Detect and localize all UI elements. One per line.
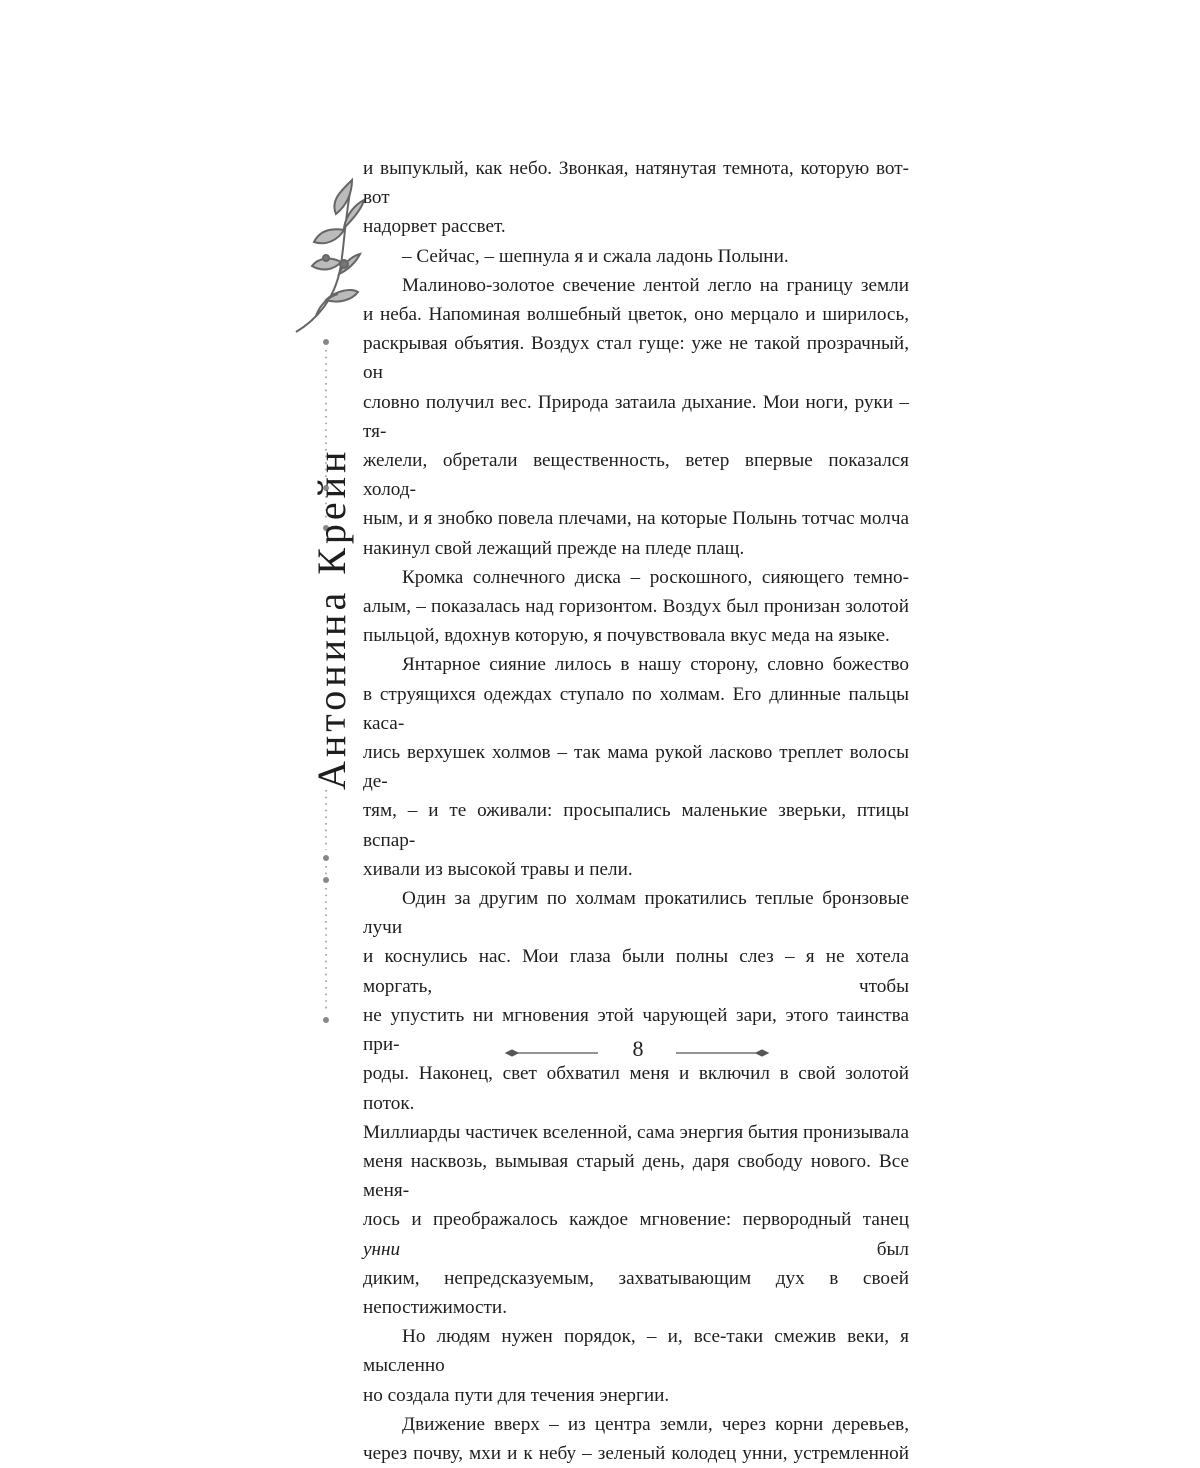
- paragraph: Малиново-золотое свечение лентой легло на границу земли и неба. Напоминая волшебный цветок, оно мерцало и ширилось, раскрывая объятия. Воздух стал гуще: уже не такой прозрачный, он словно получил вес. Природа затаила дыхание. Мои ноги, руки – тя- желели, обретали вещественность, ветер впервые показался холод- ным, и я знобко повела плечами, на которые Полынь тотчас молча накинул свой лежащий прежде на пледе плащ.: [363, 274, 909, 559]
- paragraph: Кромка солнечного диска – роскошного, сияющего темно- алым, – показалась над горизонтом. Воздух был пронизан золотой пыльцой, вдохнув которую, я почувствовала вкус меда на языке.: [363, 566, 909, 647]
- paragraph: и выпуклый, как небо. Звонкая, натянутая темнота, которую вот-вот надорвет рассвет.: [363, 158, 909, 238]
- diamond-icon: [506, 1050, 518, 1056]
- body-text: [363, 154, 909, 1468]
- italic-term: унни: [363, 1238, 401, 1260]
- leaf-branch-icon: [296, 180, 364, 332]
- running-head-author: Антонина Крейн: [309, 447, 354, 790]
- paragraph: Движение вверх – из центра земли, через корни деревьев, через почву, мхи и к небу – зеленый колодец унни, устремленной: [363, 1413, 909, 1464]
- paragraph: Один за другим по холмам прокатились теплые бронзовые лучи и коснулись нас. Мои глаза были полны слез – я не хотела моргать, чтобы не упустить ни мгновения этой чарующей зари, этого таинства при- роды. Наконец, свет обхватил меня и включил в свой золотой поток. Миллиарды частичек вселенной, сама энергия бытия пронизывала меня насквозь, вымывая старый день, даря свободу нового. Все меня- лось и преображалось каждое мгновение: первородный танец унни был диким, непредсказуемым, захватывающим дух в своей непостижимости.: [363, 888, 909, 1318]
- paragraph: Но людям нужен порядок, – и, все-таки смежив веки, я мысленно но создала пути для течения энергии.: [363, 1326, 909, 1406]
- page-number: 8: [632, 1036, 644, 1061]
- paragraph: Янтарное сияние лилось в нашу сторону, словно божество в струящихся одеждах ступало по холмам. Его длинные пальцы каса- лись верхушек холмов – так мама рукой ласково треплет волосы де- тям, – и те оживали: просыпались маленькие зверьки, птицы вспар- хивали из высокой травы и пели.: [363, 654, 909, 880]
- diamond-icon: [756, 1050, 768, 1056]
- paragraph: – Сейчас, – шепнула я и сжала ладонь Полыни.: [402, 245, 789, 267]
